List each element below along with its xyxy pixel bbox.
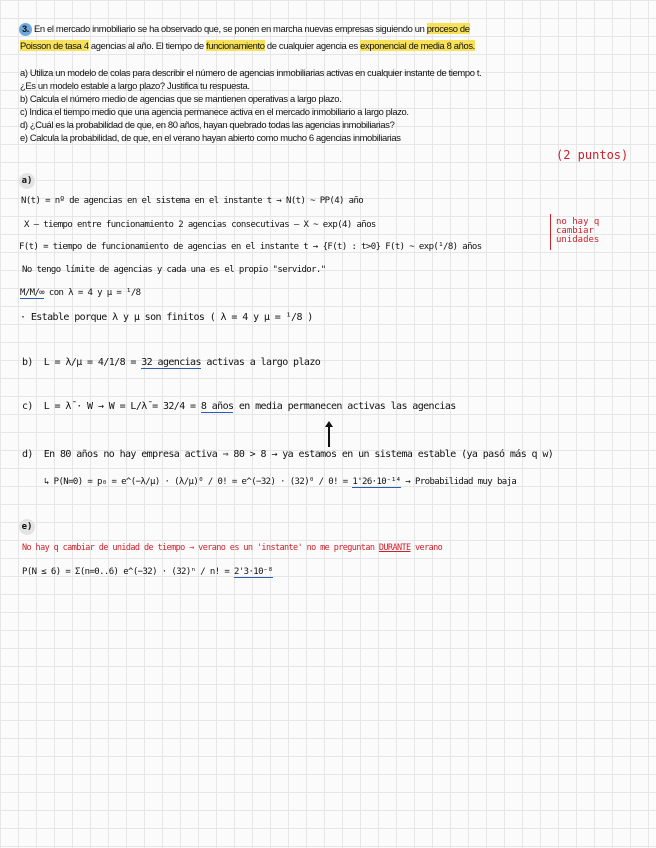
d-result: 1'26·10⁻¹⁴ xyxy=(352,477,401,487)
arrow-up-icon xyxy=(328,425,330,447)
durante-word: DURANTE xyxy=(378,543,411,553)
answer-a-line4: No tengo límite de agencias y cada una es el propio "servidor." xyxy=(22,265,326,275)
answer-e-label: e) xyxy=(19,516,35,535)
answer-a-label: a) xyxy=(19,170,35,189)
problem-part-b: b) Calcula el número medio de agencias que se mantienen operativas a largo plazo. xyxy=(20,93,342,104)
highlight-rate: Poisson de tasa 4 xyxy=(20,40,89,51)
highlight-exponential: exponencial de media 8 años. xyxy=(360,40,475,51)
problem-part-e: e) Calcula la probabilidad, de que, en el verano hayan abierto como mucho 6 agencias inmobiliarias xyxy=(20,132,401,143)
side-note: no hay q cambiar unidades xyxy=(556,217,600,245)
side-note-brace xyxy=(550,214,551,250)
problem-part-c: c) Indica el tiempo medio que una agencia permanece activa en el mercado inmobiliario a largo plazo. xyxy=(20,106,409,117)
answer-e-note: No hay q cambiar de unidad de tiempo → verano es un 'instante' no me preguntan DURANTE verano xyxy=(22,543,443,553)
answer-a-line3: F(t) = tiempo de funcionamiento de agencias en el instante t → {F(t) : t>0} F(t) ~ exp(¹/8) años xyxy=(19,242,482,252)
highlight-functioning: funcionamiento xyxy=(205,40,265,51)
answer-a-line6: · Estable porque λ y μ son finitos ( λ = 4 y μ = ¹/8 ) xyxy=(20,312,313,323)
answer-e-formula: P(N ≤ 6) = Σ(n=0..6) e^(−32) · (32)ⁿ / n! = 2'3·10⁻⁸ xyxy=(22,567,273,577)
c-result: 8 años xyxy=(200,401,234,412)
answer-d-line2: ↳ P(N=0) = p₀ = e^(−λ/μ) · (λ/μ)⁰ / 0! = e^(−32) · (32)⁰ / 0! = 1'26·10⁻¹⁴ → Probabilidad muy baja xyxy=(44,477,517,487)
problem-intro-line1: 3. En el mercado inmobiliario se ha observado que, se ponen en marcha nuevas empresas siguiendo un proceso de xyxy=(19,23,470,36)
problem-number: 3. xyxy=(19,23,32,36)
answer-a-line5: M/M/∞ con λ = 4 y μ = ¹/8 xyxy=(20,288,141,298)
b-result: 32 agencias xyxy=(141,357,201,368)
highlight-poisson: proceso de xyxy=(426,23,470,34)
points-label: (2 puntos) xyxy=(556,148,629,162)
answer-a-line2: X – tiempo entre funcionamiento 2 agencias consecutivas – X ~ exp(4) años xyxy=(24,220,376,230)
arrow-up-head-icon xyxy=(325,421,333,427)
e-result: 2'3·10⁻⁸ xyxy=(234,567,273,577)
answer-d-line1: d) En 80 años no hay empresa activa ⇒ 80 > 8 → ya estamos en un sistema estable (ya pasó más q w) xyxy=(22,449,554,460)
answer-a-line1: N(t) = nº de agencias en el sistema en el instante t → N(t) ~ PP(4) año xyxy=(21,196,364,206)
problem-part-a: a) Utiliza un modelo de colas para describir el número de agencias inmobiliarias activas en cualquier instante de tiempo t. xyxy=(20,67,482,78)
problem-part-a-2: ¿Es un modelo estable a largo plazo? Justifica tu respuesta. xyxy=(20,80,250,91)
problem-part-d: d) ¿Cuál es la probabilidad de que, en 80 años, hayan quebrado todas las agencias inmobiliarias? xyxy=(20,119,395,130)
answer-b: b) L = λ/μ = 4/1/8 = 32 agencias activas a largo plazo xyxy=(22,357,321,368)
answer-c: c) L = λ̄ · W → W = L/λ̄ = 32/4 = 8 años en media permanecen activas las agencias xyxy=(22,401,456,412)
problem-intro-line2: Poisson de tasa 4 agencias al año. El tiempo de funcionamiento de cualquier agencia es exponencial de media 8 años. xyxy=(20,40,475,51)
model-mm-inf: M/M/∞ xyxy=(20,288,45,298)
